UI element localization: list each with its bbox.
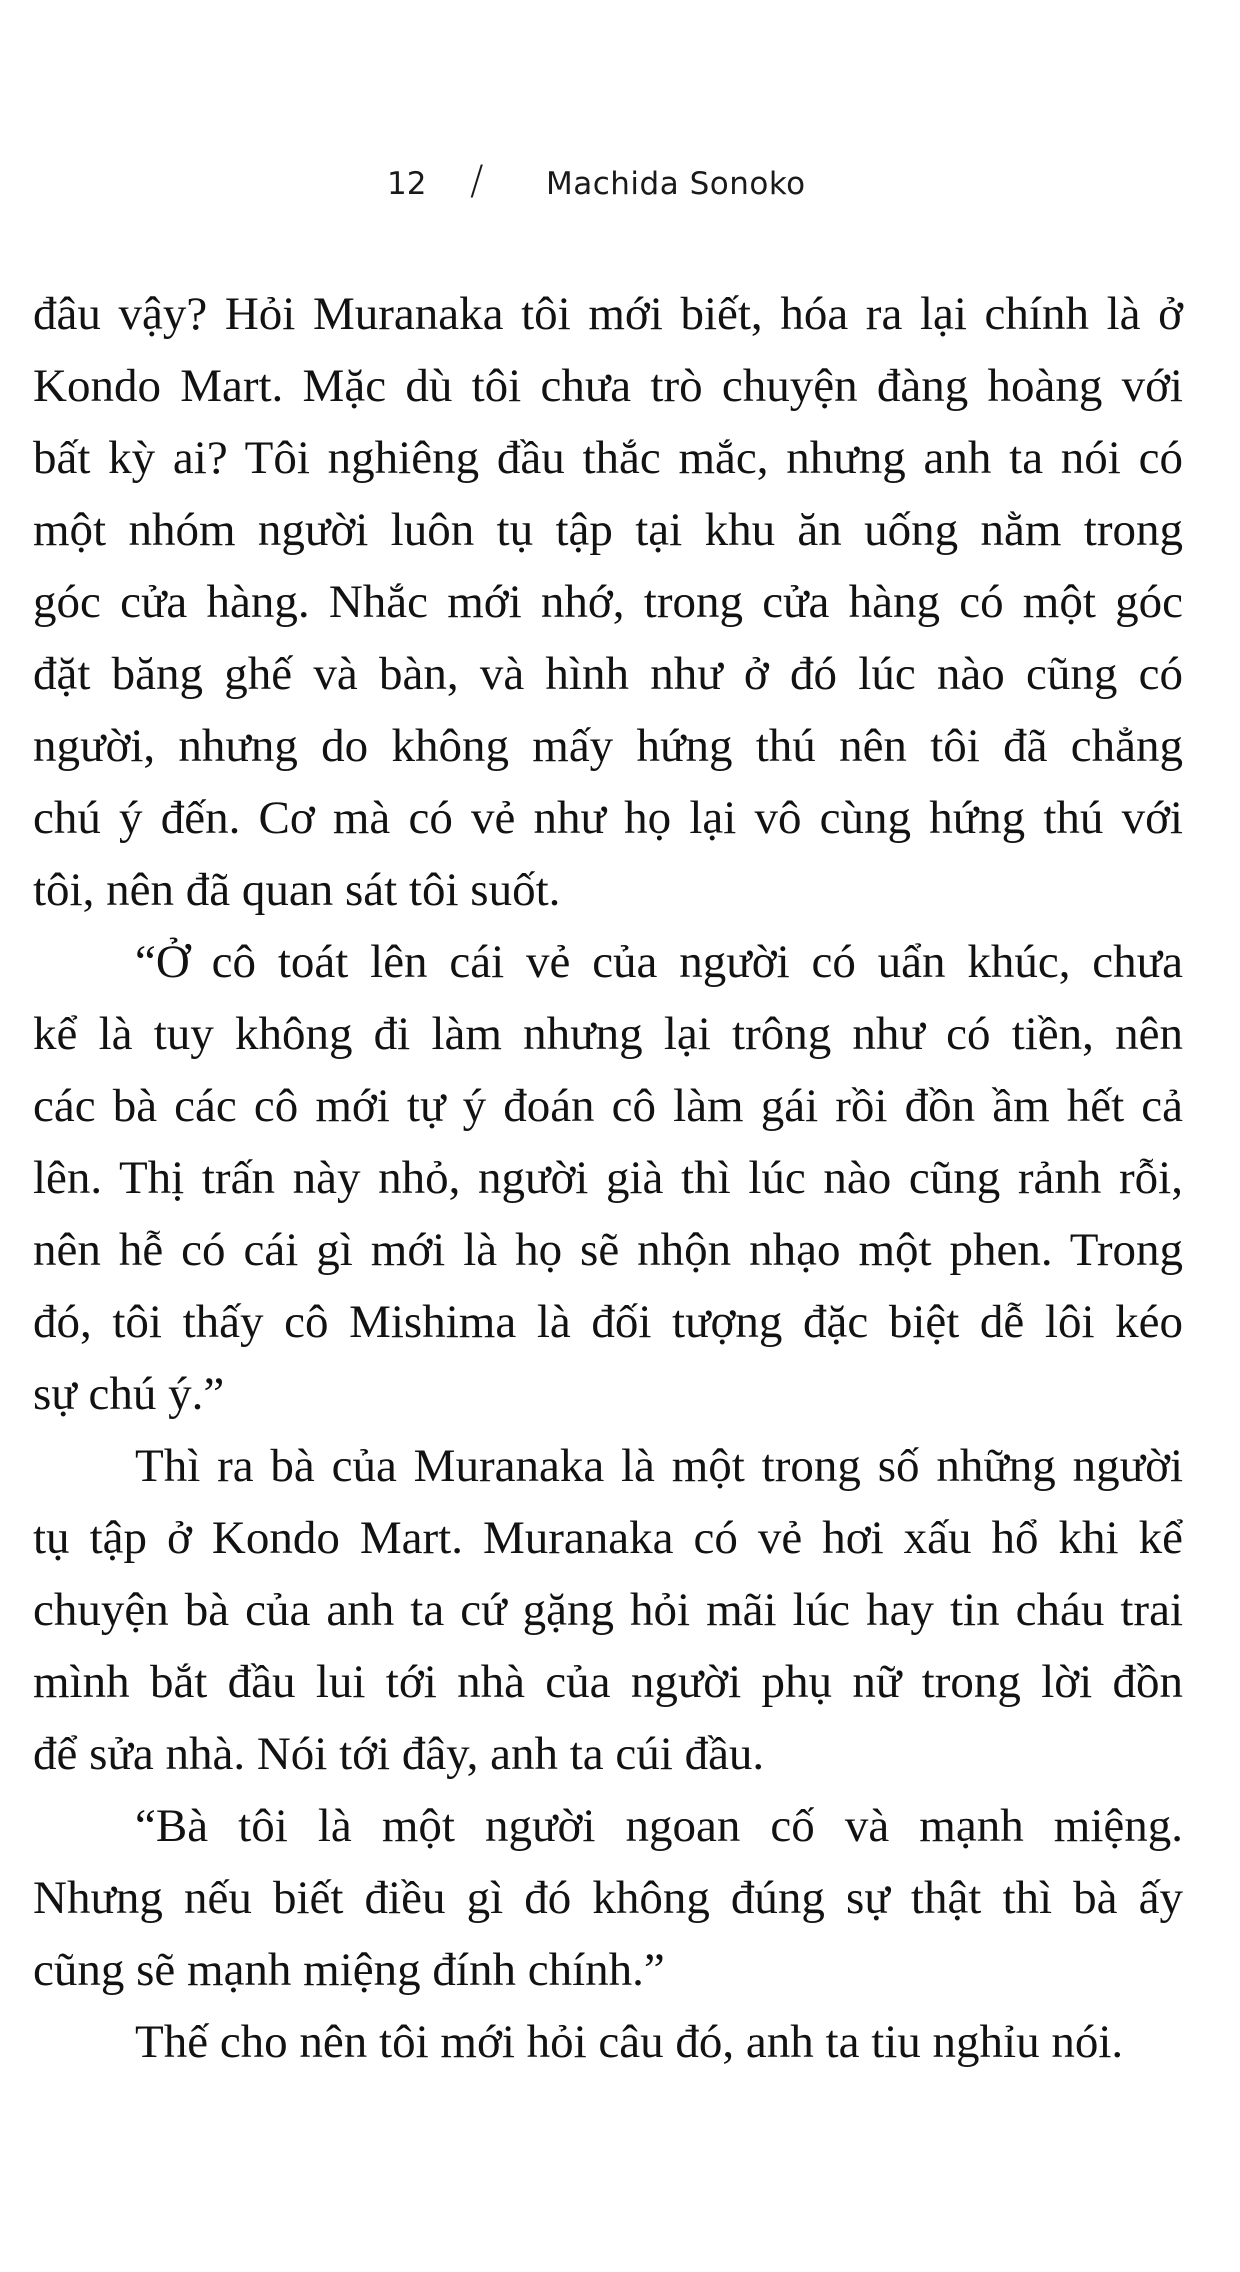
- text-line: để sửa nhà. Nói tới đây, anh ta cúi đầu.: [33, 1728, 765, 1780]
- paragraph-start-line: “Bà tôi là một người ngoan cố và mạnh miệng.: [135, 1800, 1183, 1852]
- page-number: 12: [387, 166, 427, 202]
- text-line: chuyện bà của anh ta cứ gặng hỏi mãi lúc hay tin cháu trai: [33, 1584, 1183, 1636]
- text-line: chú ý đến. Cơ mà có vẻ như họ lại vô cùng hứng thú với: [33, 792, 1183, 844]
- page-body: [33, 278, 1183, 2078]
- text-line: lên. Thị trấn này nhỏ, người già thì lúc nào cũng rảnh rỗi,: [33, 1152, 1183, 1204]
- text-line: đâu vậy? Hỏi Muranaka tôi mới biết, hóa ra lại chính là ở: [33, 288, 1183, 340]
- text-line: các bà các cô mới tự ý đoán cô làm gái rồi đồn ầm hết cả: [33, 1080, 1183, 1132]
- author-name: Machida Sonoko: [546, 166, 806, 202]
- paragraph-start-line: Thì ra bà của Muranaka là một trong số những người: [135, 1440, 1183, 1492]
- text-line: tụ tập ở Kondo Mart. Muranaka có vẻ hơi xấu hổ khi kể: [33, 1512, 1183, 1564]
- running-head: [0, 158, 1240, 218]
- text-line: bất kỳ ai? Tôi nghiêng đầu thắc mắc, nhưng anh ta nói có: [33, 432, 1183, 484]
- text-line: mình bắt đầu lui tới nhà của người phụ nữ trong lời đồn: [33, 1656, 1183, 1708]
- paragraph-start-line: “Ở cô toát lên cái vẻ của người có uẩn khúc, chưa: [135, 936, 1183, 988]
- header-separator: /: [470, 158, 484, 204]
- text-line: cũng sẽ mạnh miệng đính chính.”: [33, 1944, 665, 1996]
- text-line: Nhưng nếu biết điều gì đó không đúng sự thật thì bà ấy: [33, 1872, 1183, 1924]
- text-line: đó, tôi thấy cô Mishima là đối tượng đặc biệt dễ lôi kéo: [33, 1296, 1183, 1348]
- text-line: một nhóm người luôn tụ tập tại khu ăn uống nằm trong: [33, 504, 1183, 556]
- paragraph-start-line: Thế cho nên tôi mới hỏi câu đó, anh ta tiu nghỉu nói.: [135, 2016, 1124, 2068]
- text-line: kể là tuy không đi làm nhưng lại trông như có tiền, nên: [33, 1008, 1183, 1060]
- text-line: đặt băng ghế và bàn, và hình như ở đó lúc nào cũng có: [33, 648, 1183, 700]
- text-line: góc cửa hàng. Nhắc mới nhớ, trong cửa hàng có một góc: [33, 576, 1183, 628]
- text-line: nên hễ có cái gì mới là họ sẽ nhộn nhạo một phen. Trong: [33, 1224, 1183, 1276]
- text-line: người, nhưng do không mấy hứng thú nên tôi đã chẳng: [33, 720, 1183, 772]
- text-line: Kondo Mart. Mặc dù tôi chưa trò chuyện đàng hoàng với: [33, 360, 1183, 412]
- text-line: sự chú ý.”: [33, 1368, 225, 1420]
- text-line: tôi, nên đã quan sát tôi suốt.: [33, 864, 561, 916]
